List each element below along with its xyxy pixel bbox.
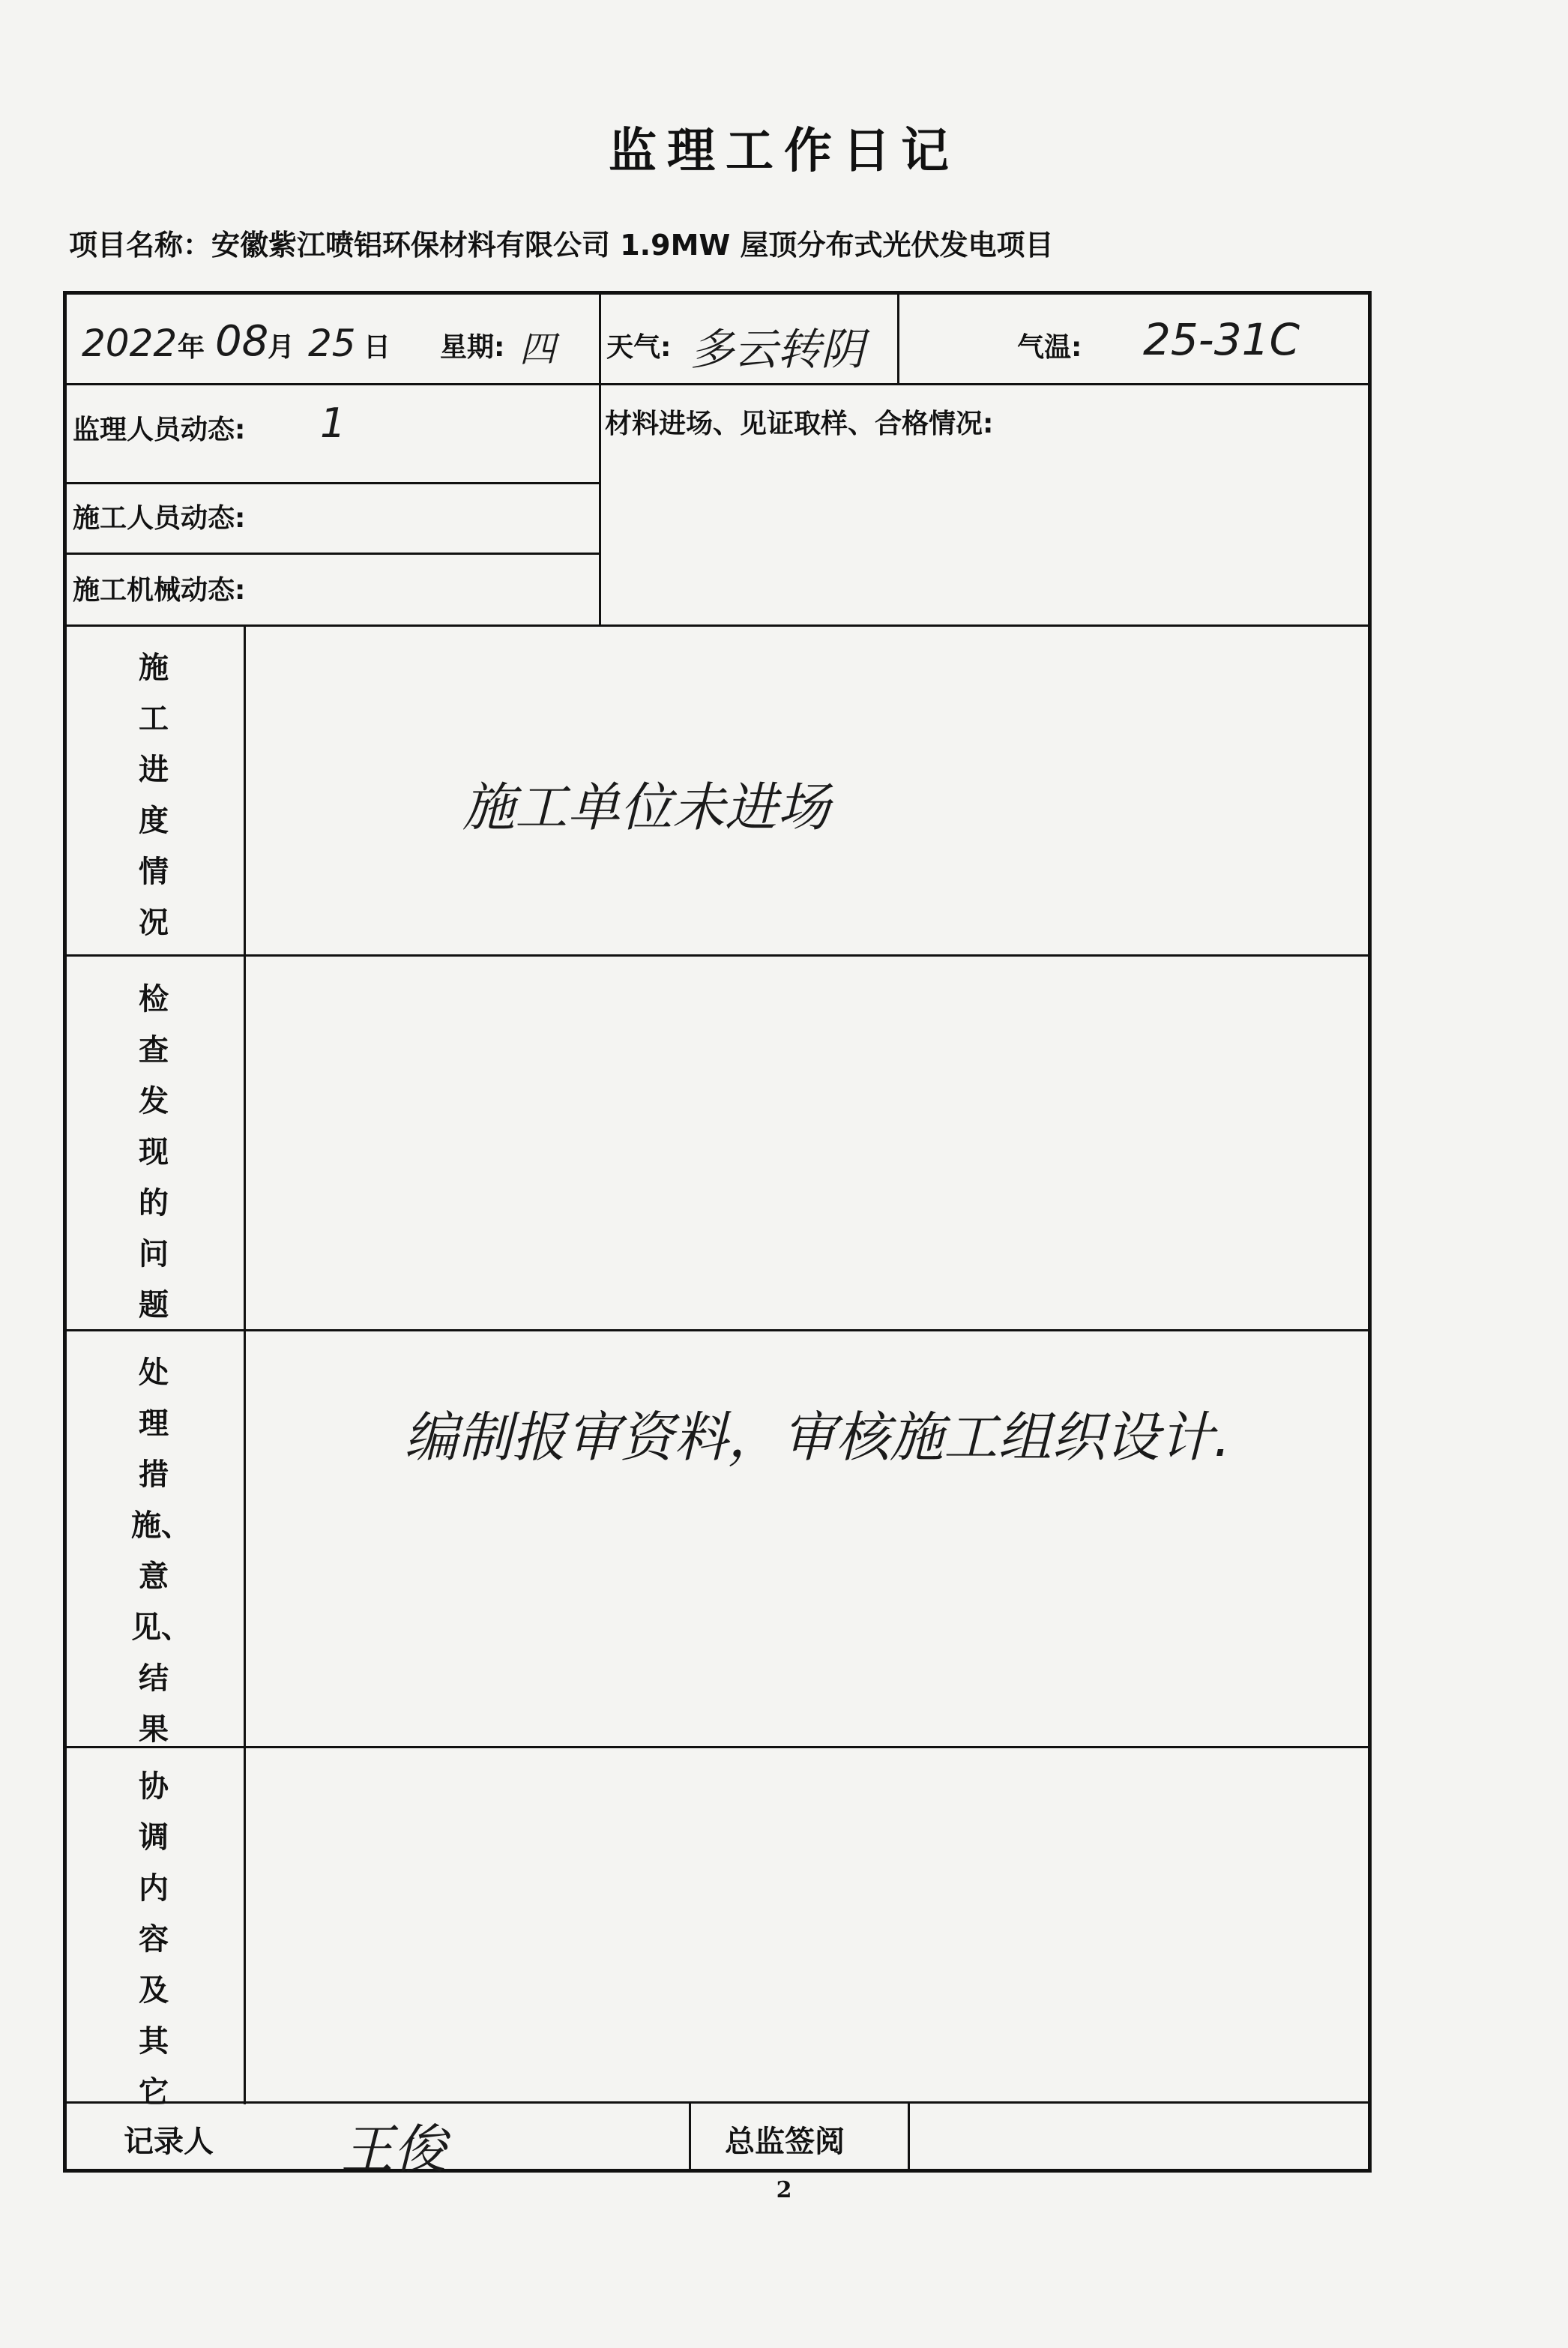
temperature-label: 气温: xyxy=(1017,332,1082,363)
section-progress-label: 施 工 进 度 情 况 xyxy=(139,651,169,940)
project-name: 安徽紫江喷铝环保材料有限公司 1.9MW 屋顶分布式光伏发电项目 xyxy=(211,229,1054,262)
weather-label: 天气: xyxy=(606,332,672,363)
day-char: 日 xyxy=(364,332,391,363)
date-day: 25 xyxy=(308,322,356,365)
page-title: 监理工作日记 xyxy=(609,123,959,179)
year-char: 年 xyxy=(178,332,205,363)
row-divider xyxy=(67,482,600,484)
supervisor-value: 1 xyxy=(320,400,346,447)
supervisor-label: 监理人员动态: xyxy=(73,415,246,445)
row-divider xyxy=(67,1329,1371,1331)
row-divider xyxy=(67,2101,1371,2104)
section-progress-content: 施工单位未进场 xyxy=(462,777,830,838)
section-measures-label: 处 理 措 施、 意 见、 结 果 xyxy=(131,1355,191,1747)
section-measures-content: 编制报审资料，审核施工组织设计. xyxy=(404,1406,1231,1469)
temperature-cell xyxy=(905,310,1362,370)
row-divider xyxy=(67,624,1371,627)
row-divider xyxy=(67,383,1371,385)
weekday-label: 星期: xyxy=(440,332,505,363)
workers-label: 施工人员动态: xyxy=(73,503,246,534)
col-divider xyxy=(897,295,899,383)
weather-value: 多云转阴 xyxy=(690,324,865,375)
footer-col-divider xyxy=(689,2101,691,2172)
month-char: 月 xyxy=(268,332,295,363)
recorder-signature: 王俊 xyxy=(341,2119,446,2180)
col-divider xyxy=(599,295,601,624)
temperature-value: 25-31C xyxy=(1143,314,1300,365)
materials-label: 材料进场、见证取样、合格情况: xyxy=(605,409,994,439)
date-cell xyxy=(74,310,591,370)
project-line xyxy=(69,222,1538,263)
footer-col-divider xyxy=(908,2101,910,2172)
row-divider xyxy=(67,553,600,555)
label-column-divider xyxy=(244,624,246,2104)
section-coordination-label: 协 调 内 容 及 其 它 xyxy=(139,1769,169,2110)
row-divider xyxy=(67,1746,1371,1748)
machinery-label: 施工机械动态: xyxy=(73,575,246,606)
project-label: 项目名称： xyxy=(69,229,212,262)
weekday-value: 四 xyxy=(519,328,556,370)
recorder-label: 记录人 xyxy=(124,2125,214,2159)
chief-review-label: 总监签阅 xyxy=(725,2125,845,2159)
date-year: 2022 xyxy=(82,322,178,365)
row-divider xyxy=(67,954,1371,957)
date-month: 08 xyxy=(215,317,269,366)
weather-cell xyxy=(606,310,891,375)
diary-form xyxy=(63,291,1372,2180)
section-issues-label: 检 查 发 现 的 问 题 xyxy=(139,982,169,1322)
page-number: 2 xyxy=(776,2177,792,2203)
